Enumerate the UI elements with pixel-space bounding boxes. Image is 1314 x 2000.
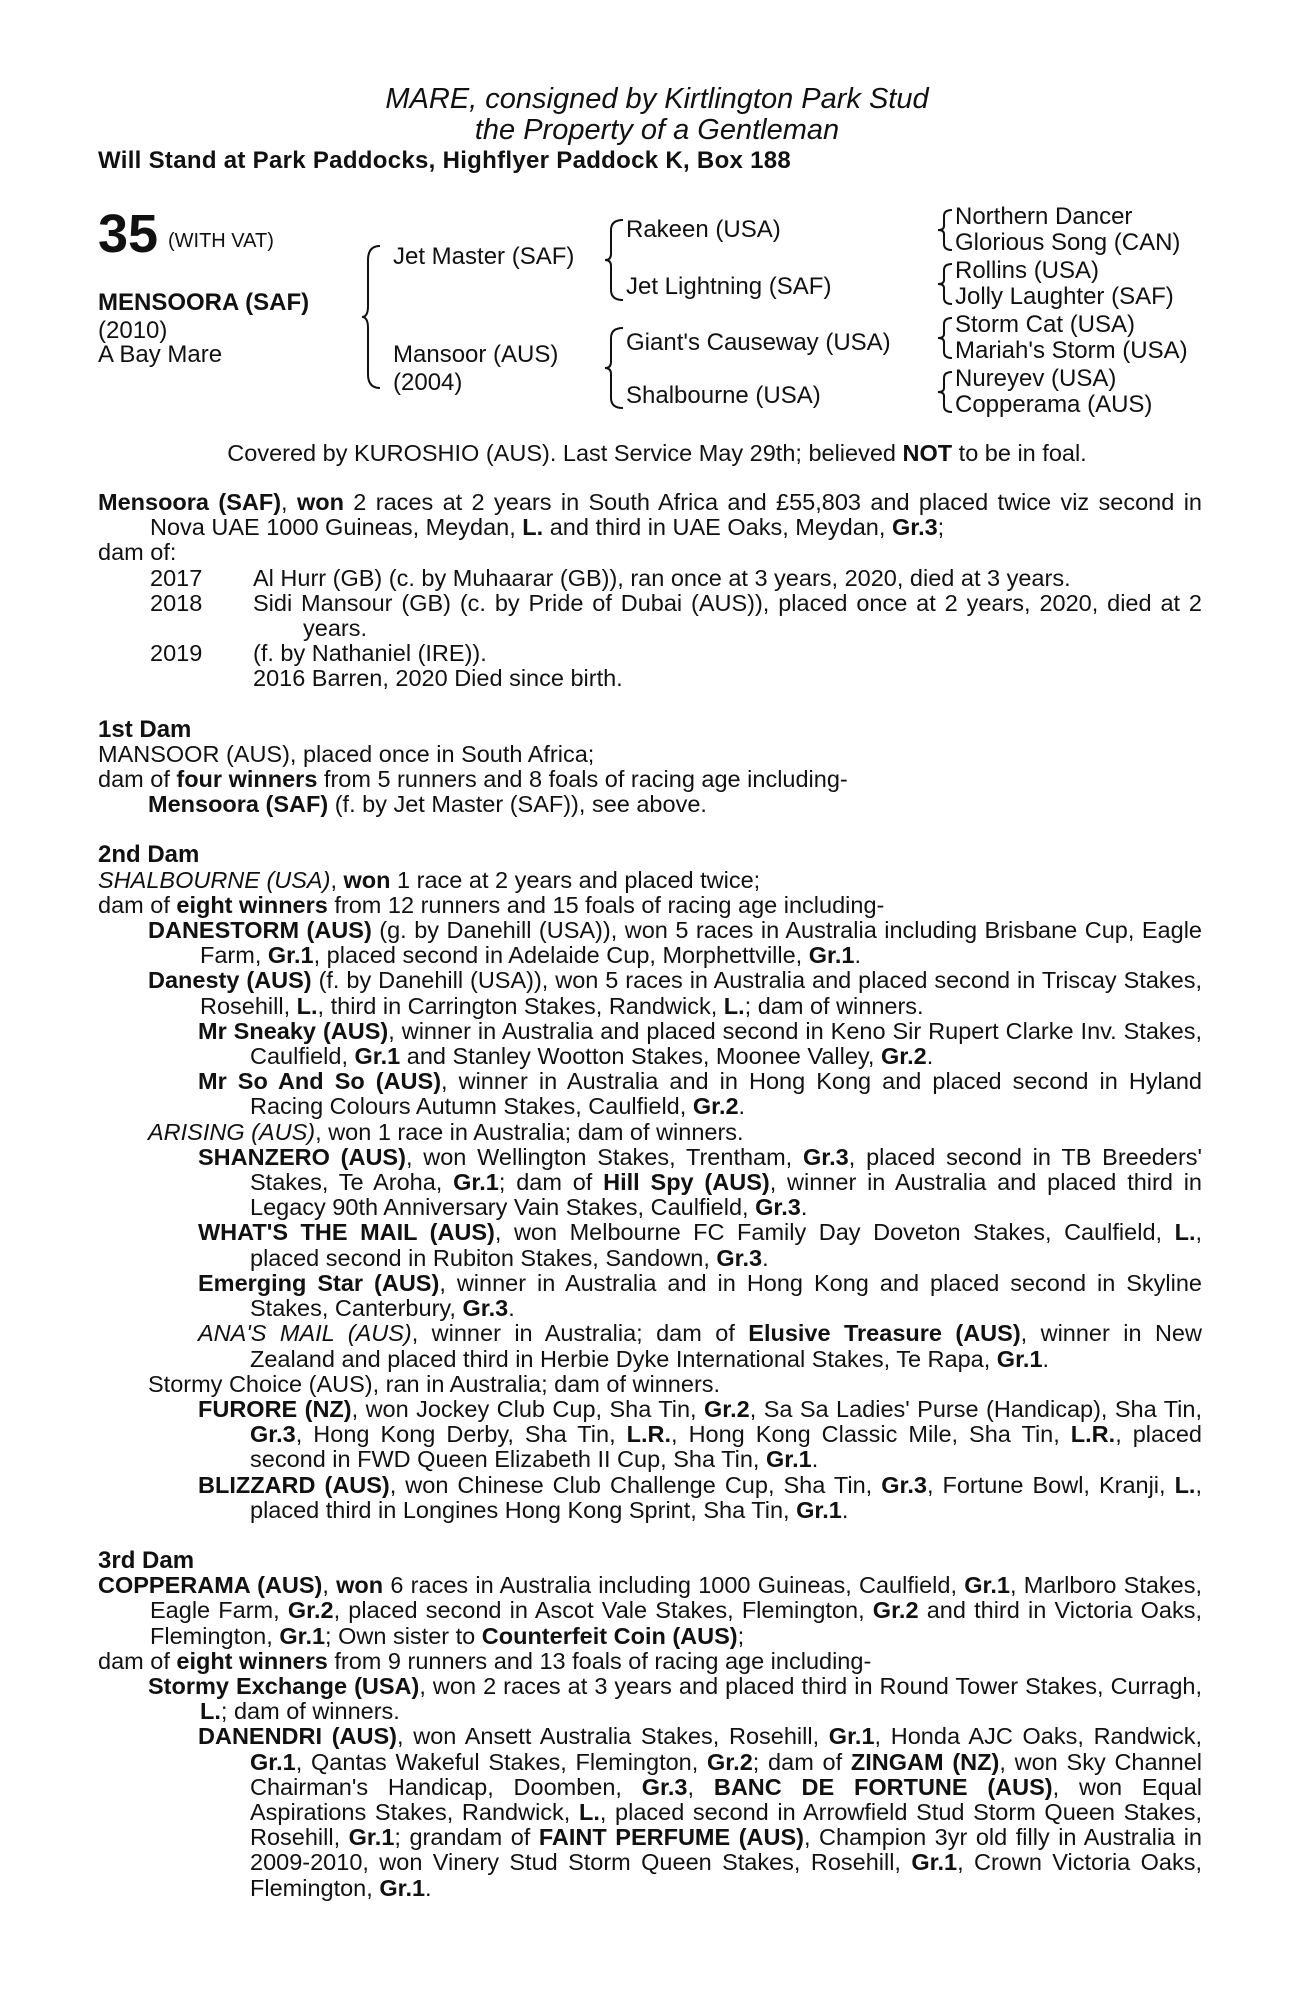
foal-row: 2017 Al Hurr (GB) (c. by Muhaarar (GB)), ran once at 3 years, 2020, died at 3 years. bbox=[150, 564, 1071, 591]
horse-name: MENSOORA (SAF) bbox=[98, 289, 310, 316]
pedigree-brace-g3 bbox=[936, 316, 954, 360]
pedigree-sire-sire: Rakeen (USA) bbox=[626, 216, 781, 243]
property-line: the Property of a Gentleman bbox=[474, 114, 840, 146]
pedigree-g7: Nureyev (USA) bbox=[955, 365, 1117, 392]
barren-note: 2016 Barren, 2020 Died since birth. bbox=[253, 665, 623, 692]
lot-number: 35 bbox=[98, 204, 159, 264]
dam-of-label: dam of: bbox=[98, 539, 177, 566]
entry-arising: ARISING (AUS), won 1 race in Australia; dam of winners. bbox=[148, 1118, 744, 1145]
vat-note: (WITH VAT) bbox=[168, 230, 274, 252]
stabling-line: Will Stand at Park Paddocks, Highflyer Paddock K, Box 188 bbox=[98, 147, 792, 174]
pedigree-g5: Storm Cat (USA) bbox=[955, 311, 1136, 338]
first-dam-line: MANSOOR (AUS), placed once in South Africa; bbox=[98, 740, 595, 767]
third-dam-produce: dam of eight winners from 9 runners and 13 foals of racing age including- bbox=[98, 1647, 872, 1674]
entry-blizzard: BLIZZARD (AUS), won Chinese Club Challenge Cup, Sha Tin, Gr.3, Fortune Bowl, Kranji, L., placed third in Longines Hong Kong Sprint, Sha Tin, Gr.1. bbox=[198, 1471, 1202, 1523]
consignor-line: MARE, consigned by Kirtlington Park Stud bbox=[385, 83, 929, 115]
third-dam-line: COPPERAMA (AUS), won 6 races in Australia including 1000 Guineas, Caulfield, Gr.1, Marlboro Stakes, Eagle Farm, Gr.2, placed second in Ascot Vale Stakes, Flemington, Gr.2 and third in Victoria Oaks, Flemington, Gr.1; Own sister to Counterfeit Coin (AUS); bbox=[98, 1572, 1203, 1649]
entry-stormy-choice: Stormy Choice (AUS), ran in Australia; dam of winners. bbox=[148, 1370, 721, 1397]
entry-emerging-star: Emerging Star (AUS), winner in Australia and in Hong Kong and placed second in Skyline Stakes, Canterbury, Gr.3. bbox=[198, 1269, 1203, 1322]
pedigree-sire-dam: Jet Lightning (SAF) bbox=[626, 273, 832, 300]
entry-shanzero: SHANZERO (AUS), won Wellington Stakes, Trentham, Gr.3, placed second in TB Breeders' Stakes, Te Aroha, Gr.1; dam of Hill Spy (AUS), winner in Australia and placed third in Legacy 90th Anniversary Vain Stakes, Caulfield, Gr.3. bbox=[198, 1143, 1203, 1221]
pedigree-brace-sire bbox=[603, 218, 627, 302]
entry-furore: FURORE (NZ), won Jockey Club Cup, Sha Tin, Gr.2, Sa Sa Ladies' Purse (Handicap), Sha Tin, Gr.3, Hong Kong Derby, Sha Tin, L.R., Hong Kong Classic Mile, Sha Tin, L.R., placed second in FWD Queen Elizabeth II Cup, Sha Tin, Gr.1. bbox=[198, 1395, 1202, 1473]
pedigree-g6: Mariah's Storm (USA) bbox=[955, 337, 1188, 364]
entry-danesty: Danesty (AUS) (f. by Danehill (USA)), won 5 races in Australia and placed second in Triscay Stakes, Rosehill, L., third in Carrington Stakes, Randwick, L.; dam of winners. bbox=[148, 967, 1202, 1019]
entry-stormy-exchange: Stormy Exchange (USA), won 2 races at 3 years and placed third in Round Tower Stakes, Curragh, L.; dam of winners. bbox=[148, 1672, 1202, 1725]
pedigree-brace-dam bbox=[603, 326, 627, 410]
horse-description: A Bay Mare bbox=[98, 341, 223, 368]
entry-whats-the-mail: WHAT'S THE MAIL (AUS), won Melbourne FC Family Day Doveton Stakes, Caulfield, L., placed second in Rubiton Stakes, Sandown, Gr.3. bbox=[198, 1219, 1203, 1271]
entry-mr-sneaky: Mr Sneaky (AUS), winner in Australia and placed second in Keno Sir Rupert Clarke Inv. Stakes, Caulfield, Gr.1 and Stanley Wootton Stakes, Moonee Valley, Gr.2. bbox=[198, 1017, 1203, 1070]
foal-row: 2018 Sidi Mansour (GB) (c. by Pride of Dubai (AUS)), placed once at 2 years, 2020, died at 2 years. bbox=[150, 589, 1202, 642]
entry-danendri: DANENDRI (AUS), won Ansett Australia Stakes, Rosehill, Gr.1, Honda AJC Oaks, Randwick, Gr.1, Qantas Wakeful Stakes, Flemington, Gr.2; dam of ZINGAM (NZ), won Sky Channel Chairman's Handicap, Doomben, Gr.3, BANC DE FORTUNE (AUS), won Equal Aspirations Stakes, Randwick, L., placed second in Arrowfield Stud Storm Queen Stakes, Rosehill, Gr.1; grandam of FAINT PERFUME (AUS), Champion 3yr old filly in Australia in 2009-2010, won Vinery Stud Storm Queen Stakes, Rosehill, Gr.1, Crown Victoria Oaks, Flemington, Gr.1. bbox=[198, 1723, 1202, 1901]
pedigree-g4: Jolly Laughter (SAF) bbox=[955, 283, 1174, 310]
pedigree-dam: Mansoor (AUS) bbox=[393, 341, 559, 368]
second-dam-heading: 2nd Dam bbox=[98, 841, 200, 869]
pedigree-dam-sire: Giant's Causeway (USA) bbox=[626, 329, 891, 356]
pedigree-brace-g4 bbox=[936, 370, 954, 414]
second-dam-line: SHALBOURNE (USA), won 1 race at 2 years and placed twice; bbox=[98, 866, 761, 893]
first-dam-heading: 1st Dam bbox=[98, 715, 192, 743]
pedigree-brace-g1 bbox=[936, 208, 954, 252]
first-dam-entry: Mensoora (SAF) (f. by Jet Master (SAF)), see above. bbox=[148, 791, 707, 818]
third-dam-heading: 3rd Dam bbox=[98, 1546, 195, 1574]
mare-summary: Mensoora (SAF), won 2 races at 2 years in South Africa and £55,803 and placed twice viz second in Nova UAE 1000 Guineas, Meydan, L. and third in UAE Oaks, Meydan, Gr.3; bbox=[98, 489, 1202, 541]
second-dam-produce: dam of eight winners from 12 runners and 15 foals of racing age including- bbox=[98, 891, 885, 918]
foaling-year: (2010) bbox=[98, 317, 168, 344]
pedigree-brace-g2 bbox=[936, 262, 954, 306]
entry-danestorm: DANESTORM (AUS) (g. by Danehill (USA)), won 5 races in Australia including Brisbane Cup, Eagle Farm, Gr.1, placed second in Adelaide Cup, Morphettville, Gr.1. bbox=[148, 917, 1202, 969]
catalogue-body bbox=[98, 490, 1202, 1901]
first-dam-produce: dam of four winners from 5 runners and 8 foals of racing age including- bbox=[98, 766, 848, 793]
pedigree-g1: Northern Dancer bbox=[955, 203, 1133, 230]
entry-mr-so-and-so: Mr So And So (AUS), winner in Australia and in Hong Kong and placed second in Hyland Racing Colours Autumn Stakes, Caulfield, Gr.2. bbox=[198, 1068, 1202, 1120]
pedigree-g8: Copperama (AUS) bbox=[955, 391, 1153, 418]
foal-row: 2019 (f. by Nathaniel (IRE)). bbox=[150, 640, 487, 667]
pedigree-g2: Glorious Song (CAN) bbox=[955, 229, 1181, 256]
pedigree-sire: Jet Master (SAF) bbox=[393, 243, 575, 270]
pedigree-brace-main bbox=[360, 244, 384, 390]
pedigree-dam-dam: Shalbourne (USA) bbox=[626, 382, 821, 409]
entry-anas-mail: ANA'S MAIL (AUS), winner in Australia; dam of Elusive Treasure (AUS), winner in New Zealand and placed third in Herbie Dyke International Stakes, Te Rapa, Gr.1. bbox=[198, 1320, 1202, 1372]
pedigree-g3: Rollins (USA) bbox=[955, 257, 1100, 284]
pedigree-dam-year: (2004) bbox=[393, 369, 463, 396]
covered-line: Covered by KUROSHIO (AUS). Last Service May 29th; believed NOT to be in foal. bbox=[227, 440, 1087, 466]
